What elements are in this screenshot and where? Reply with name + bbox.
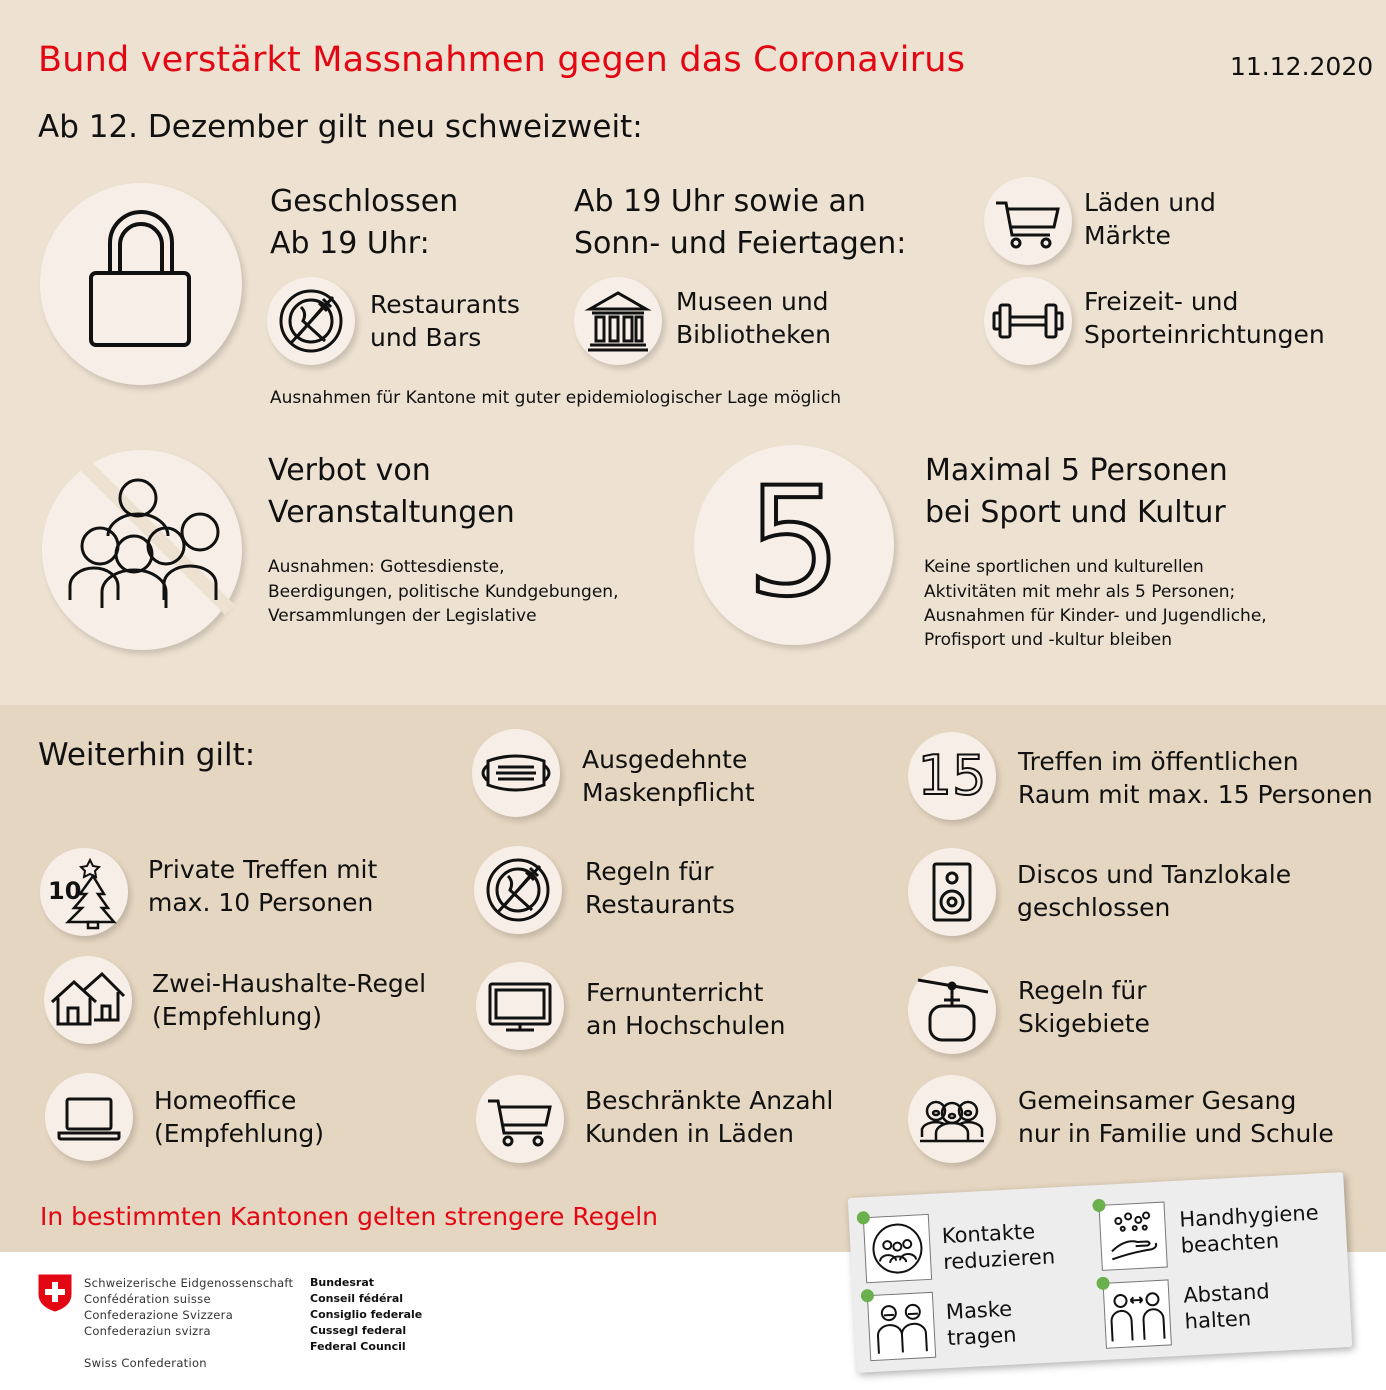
closed-heading2-1: Ab 19 Uhr sowie an — [574, 184, 866, 219]
homeoffice-line1: Homeoffice — [154, 1086, 297, 1115]
mask-line2: Maskenpflicht — [582, 778, 755, 807]
monitor-icon — [476, 962, 564, 1050]
meet15-line1: Treffen im öffentlichen — [1018, 747, 1299, 776]
mask-wearing-icon — [867, 1292, 936, 1361]
number-fifteen: 15 — [917, 744, 987, 807]
footer-council5: Federal Council — [310, 1340, 406, 1353]
number-fifteen-icon — [908, 732, 996, 820]
museums-line2: Bibliotheken — [676, 320, 831, 349]
subtitle: Ab 12. Dezember gilt neu schweizweit: — [38, 109, 643, 145]
singing-line1: Gemeinsamer Gesang — [1018, 1086, 1297, 1115]
number-five-icon — [694, 445, 894, 645]
card-hygiene-line1: Handhygiene — [1178, 1200, 1320, 1232]
museums-line1: Museen und — [676, 287, 829, 316]
closed-heading2-2: Sonn- und Feiertagen: — [574, 226, 907, 261]
crowd-prohibited-icon — [42, 450, 242, 650]
mask-line1: Ausgedehnte — [582, 745, 748, 774]
singing-line2: nur in Familie und Schule — [1018, 1119, 1334, 1148]
card-contacts-line2: reduzieren — [942, 1244, 1056, 1275]
restaurant-icon — [267, 277, 355, 365]
speaker-icon — [908, 848, 996, 936]
hygiene-rules-card — [848, 1172, 1352, 1373]
events-heading-2: Veranstaltungen — [268, 495, 515, 530]
events-text-3: Versammlungen der Legislative — [268, 606, 537, 626]
discos-line2: geschlossen — [1017, 893, 1171, 922]
max5-heading-1: Maximal 5 Personen — [925, 453, 1228, 488]
restaurants-line2: und Bars — [370, 323, 482, 352]
max5-text-3: Ausnahmen für Kinder- und Jugendliche, — [924, 606, 1267, 626]
footer-english: Swiss Confederation — [84, 1356, 207, 1370]
max5-text-1: Keine sportlichen und kulturellen — [924, 557, 1204, 577]
lock-icon — [40, 183, 242, 385]
card-distance-line1: Abstand — [1182, 1279, 1271, 1308]
remote-line1: Fernunterricht — [586, 978, 764, 1007]
swiss-coat-of-arms-icon — [38, 1274, 72, 1312]
footer-lang4: Confederaziun svizra — [84, 1324, 211, 1338]
footer-council3: Consiglio federale — [310, 1308, 423, 1321]
leisure-line2: Sporteinrichtungen — [1084, 320, 1325, 349]
leisure-line1: Freizeit- und — [1084, 287, 1239, 316]
contacts-icon — [863, 1214, 932, 1283]
two-houses-icon — [44, 956, 132, 1044]
closed-note: Ausnahmen für Kantone mit guter epidemiologischer Lage möglich — [270, 388, 841, 408]
group-singing-icon — [908, 1075, 996, 1163]
page-title: Bund verstärkt Massnahmen gegen das Coronavirus — [38, 40, 966, 80]
card-distance-line2: halten — [1184, 1306, 1252, 1334]
card-mask-line2: tragen — [946, 1322, 1018, 1351]
max5-text-2: Aktivitäten mit mehr als 5 Personen; — [924, 582, 1236, 602]
remote-line2: an Hochschulen — [586, 1011, 786, 1040]
homeoffice-line2: (Empfehlung) — [154, 1119, 325, 1148]
events-heading-1: Verbot von — [268, 453, 431, 488]
ski-line1: Regeln für — [1018, 976, 1147, 1005]
max5-text-4: Profisport und -kultur bleiben — [924, 630, 1173, 650]
households-line1: Zwei-Haushalte-Regel — [152, 969, 427, 998]
private-line2: max. 10 Personen — [148, 888, 374, 917]
laptop-icon — [45, 1073, 133, 1161]
museum-icon — [574, 277, 662, 365]
shops-line2: Märkte — [1084, 221, 1171, 250]
private-line1: Private Treffen mit — [148, 855, 378, 884]
limited-line1: Beschränkte Anzahl — [585, 1086, 834, 1115]
closed-heading-1: Geschlossen — [270, 184, 459, 219]
continuing-heading: Weiterhin gilt: — [38, 737, 256, 773]
footer-lang1: Schweizerische Eidgenossenschaft — [84, 1276, 294, 1290]
ski-line2: Skigebiete — [1018, 1009, 1150, 1038]
number-ten: 10 — [48, 877, 82, 905]
card-hygiene-line2: beachten — [1180, 1228, 1280, 1258]
max5-heading-2: bei Sport und Kultur — [925, 495, 1226, 530]
cable-car-icon — [908, 966, 996, 1054]
restaurant-rules-line1: Regeln für — [585, 857, 714, 886]
footer-council1: Bundesrat — [310, 1276, 375, 1289]
restaurant-rules-icon — [474, 846, 562, 934]
events-text-1: Ausnahmen: Gottesdienste, — [268, 557, 505, 577]
footer-council2: Conseil fédéral — [310, 1292, 404, 1305]
shops-line1: Läden und — [1084, 188, 1216, 217]
footer-lang3: Confederazione Svizzera — [84, 1308, 234, 1322]
discos-line1: Discos und Tanzlokale — [1017, 860, 1292, 889]
christmas-tree-icon — [40, 848, 128, 936]
restaurants-line1: Restaurants — [370, 290, 520, 319]
closed-heading-2: Ab 19 Uhr: — [270, 226, 430, 261]
hand-washing-icon — [1098, 1202, 1167, 1271]
dumbbell-icon — [984, 277, 1072, 365]
footer-council4: Cussegl federal — [310, 1324, 407, 1337]
number-five: 5 — [746, 456, 842, 630]
date-label: 11.12.2020 — [1230, 52, 1374, 81]
meet15-line2: Raum mit max. 15 Personen — [1018, 780, 1373, 809]
limited-line2: Kunden in Läden — [585, 1119, 794, 1148]
card-mask-line1: Maske — [945, 1296, 1013, 1325]
restaurant-rules-line2: Restaurants — [585, 890, 735, 919]
distance-icon — [1103, 1279, 1172, 1348]
events-text-2: Beerdigungen, politische Kundgebungen, — [268, 582, 619, 602]
shopping-cart-icon — [984, 177, 1072, 265]
footer-lang2: Confédération suisse — [84, 1292, 211, 1306]
households-line2: (Empfehlung) — [152, 1002, 323, 1031]
mask-icon — [472, 729, 560, 817]
card-contacts-line1: Kontakte — [941, 1219, 1036, 1249]
stricter-note: In bestimmten Kantonen gelten strengere Regeln — [40, 1202, 659, 1231]
cart-icon — [476, 1075, 564, 1163]
